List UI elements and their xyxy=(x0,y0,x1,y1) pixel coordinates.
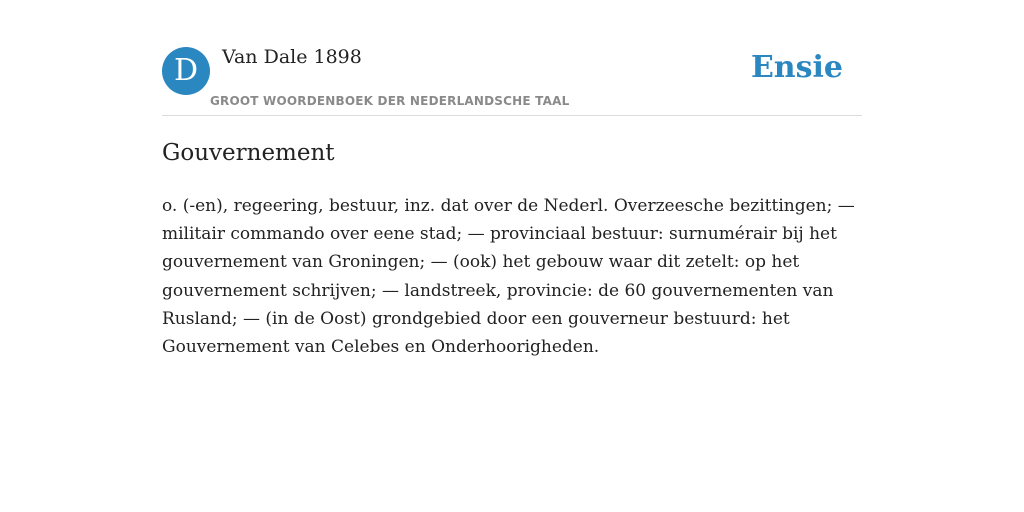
entry-definition: o. (-en), regeering, bestuur, inz. dat over de Nederl. Overzeesche bezittingen; — militair commando over eene stad; — provinciaal bestuur: surnumérair bij het gouvernement van Groningen; — (ook) het gebouw waar dit zetelt: op het gouvernement schrijven; — landstreek, provincie: de 60 gouvernementen van Rusland; — (in de Oost) grondgebied door een gouverneur bestuurd: het Gouvernement van Celebes en Onderhoorigheden. xyxy=(162,196,855,358)
ensie-logo-link[interactable]: Ensie xyxy=(750,50,843,85)
dictionary-subtitle: GROOT WOORDENBOEK DER NEDERLANDSCHE TAAL xyxy=(210,94,570,108)
dictionary-title[interactable]: Van Dale 1898 xyxy=(222,46,362,68)
dictionary-avatar[interactable]: D xyxy=(162,47,210,95)
entry-headword: Gouvernement xyxy=(162,140,335,166)
header xyxy=(162,44,862,116)
